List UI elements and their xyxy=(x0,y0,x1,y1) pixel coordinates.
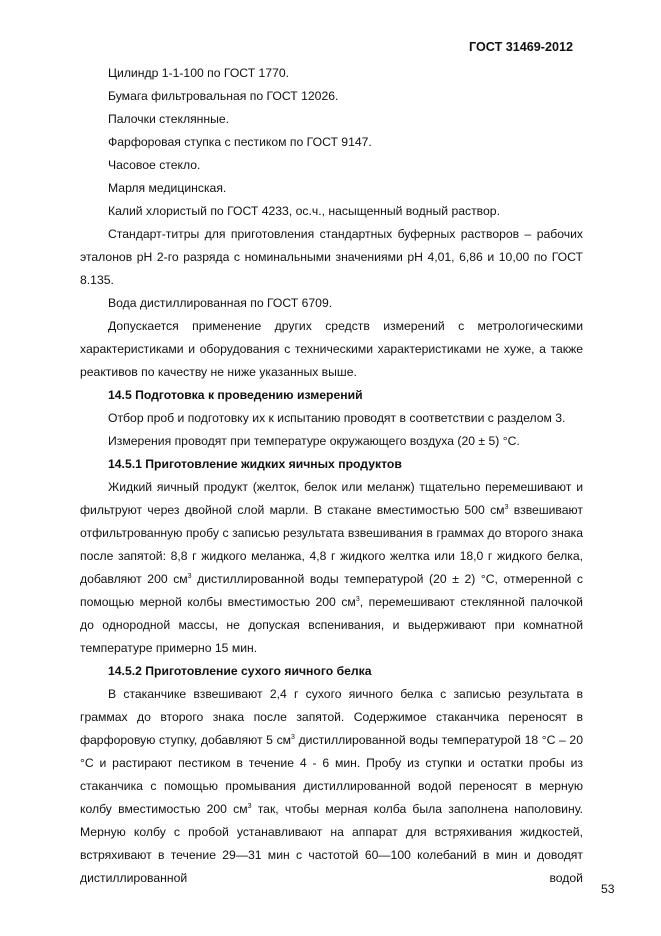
standard-header: ГОСТ 31469-2012 xyxy=(469,40,573,54)
list-item: Палочки стеклянные. xyxy=(108,112,230,126)
water-item: Вода дистиллированная по ГОСТ 6709. xyxy=(108,296,333,310)
text-fragment: В стаканчике взвешивают 2,4 г сухого яичного белка с записью результата в граммах до второго знака после запятой. Содержимое стаканчика переносят в фарфоровую ступку, добавляют 5 см xyxy=(80,687,583,747)
buffer-paragraph: Стандарт-титры для приготовления стандартных буферных растворов – рабочих эталонов pH 2-го разряда с номинальными значениями pH 4,01, 6,86 и 10,00 по ГОСТ 8.135. xyxy=(80,227,583,287)
text-fragment: , перемешивают стеклянной палочкой до однородной массы, не допуская вспенивания, и выдерживают при комнатной температуре примерно 15 мин. xyxy=(80,595,583,655)
list-item: Калий хлористый по ГОСТ 4233, ос.ч., насыщенный водный раствор. xyxy=(108,204,500,218)
superscript: 3 xyxy=(187,573,192,580)
temperature-unit: °C. xyxy=(502,434,520,448)
list-item: Марля медицинская. xyxy=(108,181,227,195)
list-item: Фарфоровая ступка с пестиком по ГОСТ 9147. xyxy=(108,135,372,149)
superscript: 3 xyxy=(291,734,295,741)
superscript: 3 xyxy=(247,803,252,810)
page-number: 53 xyxy=(601,882,615,896)
list-item: Цилиндр 1-1-100 по ГОСТ 1770. xyxy=(108,66,290,80)
section-14-5-line1: Отбор проб и подготовку их к испытанию проводят в соответствии с разделом 3. xyxy=(108,411,566,425)
superscript: 3 xyxy=(355,596,360,603)
text-fragment: дистиллированной воды температурой (20 ± 2) °C, отмеренной с помощью мерной колбы вместимостью 200 см xyxy=(80,572,583,609)
text-fragment: Жидкий яичный продукт (желток, белок или меланж) тщательно перемешивают и фильтруют через двойной слой марли. В стакане вместимостью 500 см xyxy=(80,480,583,517)
superscript: 3 xyxy=(504,504,509,511)
section-heading-14-5: 14.5 Подготовка к проведению измерений xyxy=(108,388,363,402)
section-14-5-line2 xyxy=(80,430,583,453)
allowed-paragraph: Допускается применение других средств измерений с метрологическими характеристиками и оборудования с техническими характеристиками не хуже, а также реактивов по качеству не ниже указанных выше. xyxy=(80,319,583,379)
list-item: Бумага фильтровальная по ГОСТ 12026. xyxy=(108,89,339,103)
body-text xyxy=(80,62,583,890)
text-fragment: взвешивают отфильтрованную пробу с записью результата взвешивания в граммах до второго знака после запятой: 8,8 г жидкого меланжа, 4,8 г жидкого желтка или 18,0 г жидкого белка, добавляют 200 см xyxy=(80,503,583,586)
section-14-5-2-paragraph xyxy=(80,683,583,890)
list-item: Часовое стекло. xyxy=(108,158,201,172)
section-14-5-1-paragraph xyxy=(80,476,583,660)
temperature-text: Измерения проводят при температуре окружающего воздуха (20 ± 5) xyxy=(108,434,503,448)
section-heading-14-5-2: 14.5.2 Приготовление сухого яичного белка xyxy=(108,664,372,678)
section-heading-14-5-1: 14.5.1 Приготовление жидких яичных продуктов xyxy=(108,457,402,471)
text-fragment: так, чтобы мерная колба была заполнена наполовину. Мерную колбу с пробой устанавливают на аппарат для встряхивания жидкостей, встряхивают в течение 29—31 мин с частотой 60—100 колебаний в мин и доводят дистиллированной водой xyxy=(80,802,583,885)
text-fragment: дистиллированной воды температурой 18 °C – 20 °C и растирают пестиком в течение 4 - 6 мин. Пробу из ступки и остатки пробы из стаканчика с помощью промывания дистиллированной водой переносят в мерную колбу вместимостью 200 см xyxy=(80,733,583,816)
